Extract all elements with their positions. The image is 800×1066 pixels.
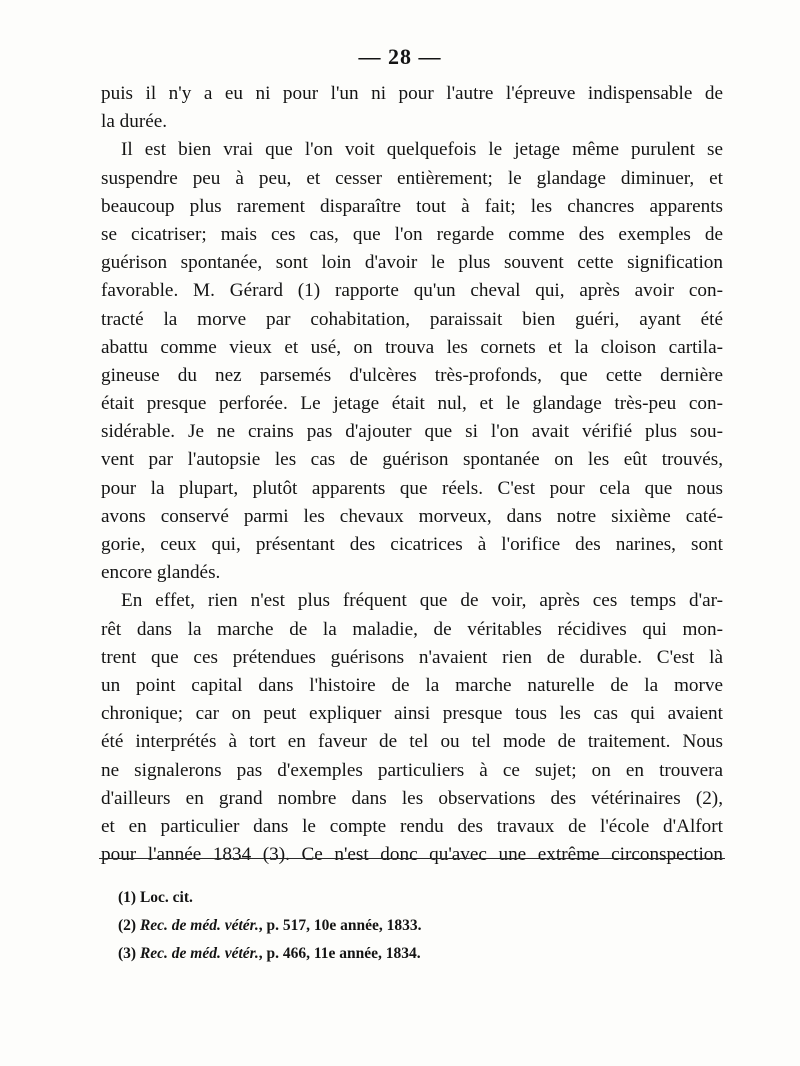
text-line: avons conservé parmi les chevaux morveux, dans notre sixième caté- xyxy=(101,505,723,527)
text-line: gineuse du nez parsemés d'ulcères très-profonds, que cette dernière xyxy=(101,364,723,386)
text-line: Il est bien vrai que l'on voit quelquefois le jetage même purulent se xyxy=(121,139,723,161)
footnote-number: (3) xyxy=(118,945,137,962)
text-line: encore glandés. xyxy=(101,562,221,584)
text-line: un point capital dans l'histoire de la marche naturelle de la morve xyxy=(101,674,723,696)
text-line: trent que ces prétendues guérisons n'avaient rien de durable. C'est là xyxy=(101,646,723,668)
body-text xyxy=(101,80,723,869)
footnote-3 xyxy=(118,942,678,970)
text-line: et en particulier dans le compte rendu des travaux de l'école d'Alfort xyxy=(101,815,723,837)
footnote-text: Loc. cit. xyxy=(139,889,193,906)
text-line: chronique; car on peut expliquer ainsi presque tous les cas qui avaient xyxy=(101,703,723,725)
footnote-number: (1) xyxy=(118,889,137,906)
text-line: vent par l'autopsie les cas de guérison spontanée on les eût trouvés, xyxy=(101,449,723,471)
text-line: était presque perforée. Le jetage était nul, et le glandage très-peu con- xyxy=(101,393,723,415)
footnote-source: Rec. de méd. vétér. xyxy=(139,917,259,934)
text-line: rêt dans la marche de la maladie, de véritables récidives qui mon- xyxy=(101,618,723,640)
text-line: tracté la morve par cohabitation, paraissait bien guéri, ayant été xyxy=(101,308,723,330)
footnote-text: , p. 517, 10e année, 1833. xyxy=(258,917,422,934)
footnote-1 xyxy=(118,886,678,914)
text-line: favorable. M. Gérard (1) rapporte qu'un cheval qui, après avoir con- xyxy=(101,280,723,302)
text-line: abattu comme vieux et usé, on trouva les cornets et la cloison cartila- xyxy=(101,336,723,358)
text-line: puis il n'y a eu ni pour l'un ni pour l'autre l'épreuve indispensable de xyxy=(101,83,723,104)
text-line: suspendre peu à peu, et cesser entièrement; le glandage diminuer, et xyxy=(101,167,723,189)
footnote-number: (2) xyxy=(118,917,137,934)
footnote-source: Rec. de méd. vétér. xyxy=(139,945,259,962)
text-line: se cicatriser; mais ces cas, que l'on regarde comme des exemples de xyxy=(101,223,723,245)
text-line: d'ailleurs en grand nombre dans les observations des vétérinaires (2), xyxy=(101,787,723,809)
text-line: beaucoup plus rarement disparaître tout à fait; les chancres apparents xyxy=(101,195,723,217)
text-line: été interprétés à tort en faveur de tel ou tel mode de traitement. Nous xyxy=(101,731,723,753)
text-line: sidérable. Je ne crains pas d'ajouter que si l'on avait vérifié plus sou- xyxy=(101,421,723,443)
footnote-2 xyxy=(118,914,678,942)
text-line: gorie, ceux qui, présentant des cicatrices à l'orifice des narines, sont xyxy=(101,534,723,555)
text-line: guérison spontanée, sont loin d'avoir le plus souvent cette signification xyxy=(101,252,723,274)
text-line: En effet, rien n'est plus fréquent que de voir, après ces temps d'ar- xyxy=(121,590,723,612)
text-line: la durée. xyxy=(101,111,168,133)
footnotes xyxy=(118,886,678,970)
text-line: pour la plupart, plutôt apparents que réels. C'est pour cela que nous xyxy=(101,477,723,499)
page-number: — 28 — xyxy=(358,44,442,69)
footnote-divider xyxy=(99,858,725,859)
text-line: pour l'année 1834 (3). Ce n'est donc qu'avec une extrême circonspection xyxy=(101,844,723,866)
footnote-text: , p. 466, 11e année, 1834. xyxy=(258,945,421,962)
text-line: ne signalerons pas d'exemples particuliers à ce sujet; on en trouvera xyxy=(101,759,723,781)
